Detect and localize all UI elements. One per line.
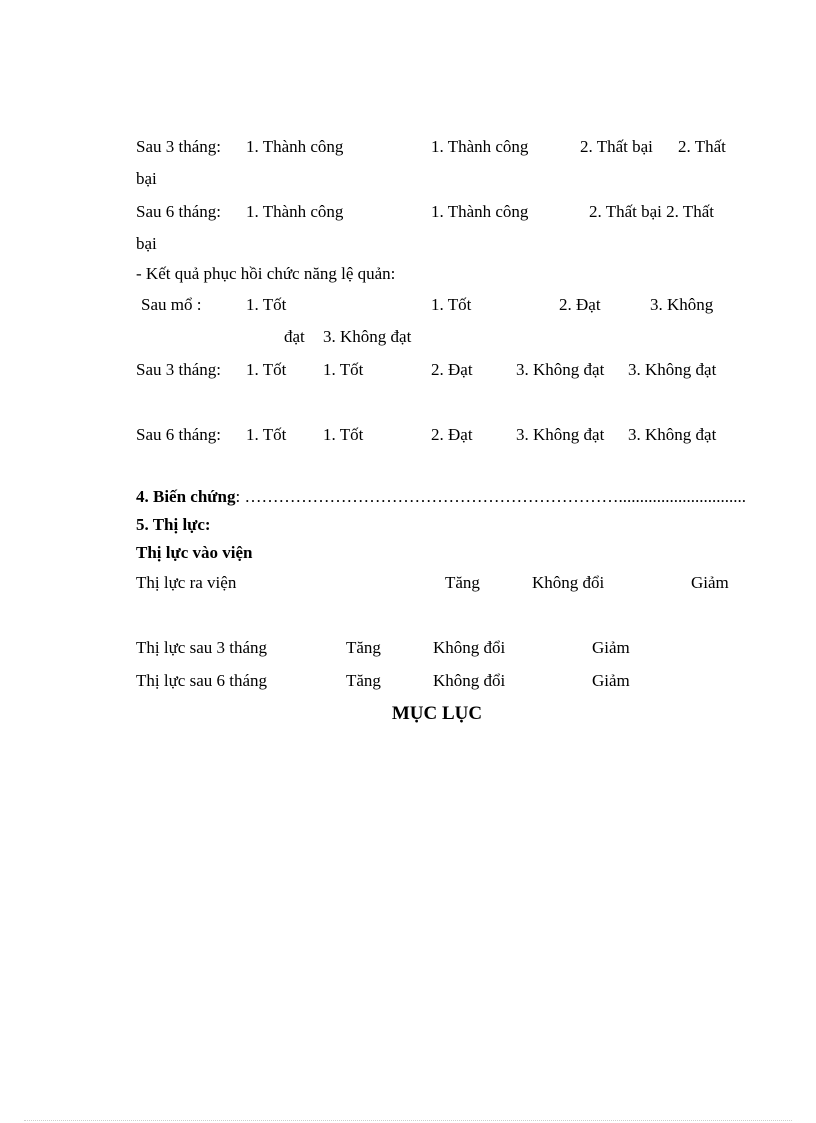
row-3m-success-label: Sau 3 tháng:	[136, 137, 221, 156]
option-good-2: 1. Tốt	[323, 360, 364, 379]
option-success-1: 1. Thành công	[246, 137, 344, 156]
option-unchanged: Không đổi	[433, 671, 506, 690]
vision-3m-label: Thị lực sau 3 tháng	[136, 638, 268, 657]
vision-heading: 5. Thị lực:	[136, 515, 211, 534]
row-postop-label: Sau mổ :	[141, 295, 202, 314]
page-bottom-divider	[24, 1120, 792, 1121]
option-decrease: Giảm	[592, 638, 630, 657]
option-fail-continuation: bại	[136, 169, 157, 188]
option-good-1: 1. Tốt	[246, 425, 287, 444]
option-unchanged: Không đổi	[532, 573, 605, 592]
complications-label: 4. Biến chứng	[136, 487, 236, 506]
option-unchanged: Không đổi	[433, 638, 506, 657]
option-notpass-1: 3. Không đạt	[516, 360, 605, 379]
option-pass: 2. Đạt	[431, 360, 473, 379]
option-notpass-1: 3. Không	[650, 295, 714, 314]
complications-fill-dots: : …………………………………………………………..............................	[235, 487, 746, 506]
vision-6m-label: Thị lực sau 6 tháng	[136, 671, 268, 690]
lacrimal-recovery-heading: - Kết quả phục hồi chức năng lệ quản:	[136, 264, 396, 283]
option-increase: Tăng	[445, 573, 480, 592]
option-good-1: 1. Tốt	[246, 360, 287, 379]
complications-line	[136, 487, 746, 507]
row-3m-recovery-label: Sau 3 tháng:	[136, 360, 221, 379]
option-fail-continuation: bại	[136, 234, 157, 253]
row-6m-success-label: Sau 6 tháng:	[136, 202, 221, 221]
option-notpass-continuation: đạt	[284, 327, 305, 346]
option-fail-2: 2. Thất	[678, 137, 726, 156]
option-pass: 2. Đạt	[431, 425, 473, 444]
option-success-1: 1. Thành công	[246, 202, 344, 221]
option-good-2: 1. Tốt	[323, 425, 364, 444]
option-success-2: 1. Thành công	[431, 202, 529, 221]
option-notpass-2: 3. Không đạt	[628, 425, 717, 444]
option-decrease: Giảm	[691, 573, 729, 592]
option-notpass-2: 3. Không đạt	[628, 360, 717, 379]
row-6m-recovery-label: Sau 6 tháng:	[136, 425, 221, 444]
option-pass: 2. Đạt	[559, 295, 601, 314]
option-success-2: 1. Thành công	[431, 137, 529, 156]
option-good-2: 1. Tốt	[431, 295, 472, 314]
table-of-contents-title: MỤC LỤC	[391, 703, 483, 724]
option-increase: Tăng	[346, 671, 381, 690]
option-notpass-2: 3. Không đạt	[323, 327, 412, 346]
vision-admission-label: Thị lực vào viện	[136, 543, 253, 562]
option-increase: Tăng	[346, 638, 381, 657]
option-fail-pair: 2. Thất bại 2. Thất	[589, 202, 714, 221]
option-good-1: 1. Tốt	[246, 295, 287, 314]
option-notpass-1: 3. Không đạt	[516, 425, 605, 444]
vision-discharge-label: Thị lực ra viện	[136, 573, 237, 592]
option-decrease: Giảm	[592, 671, 630, 690]
option-fail-1: 2. Thất bại	[580, 137, 653, 156]
